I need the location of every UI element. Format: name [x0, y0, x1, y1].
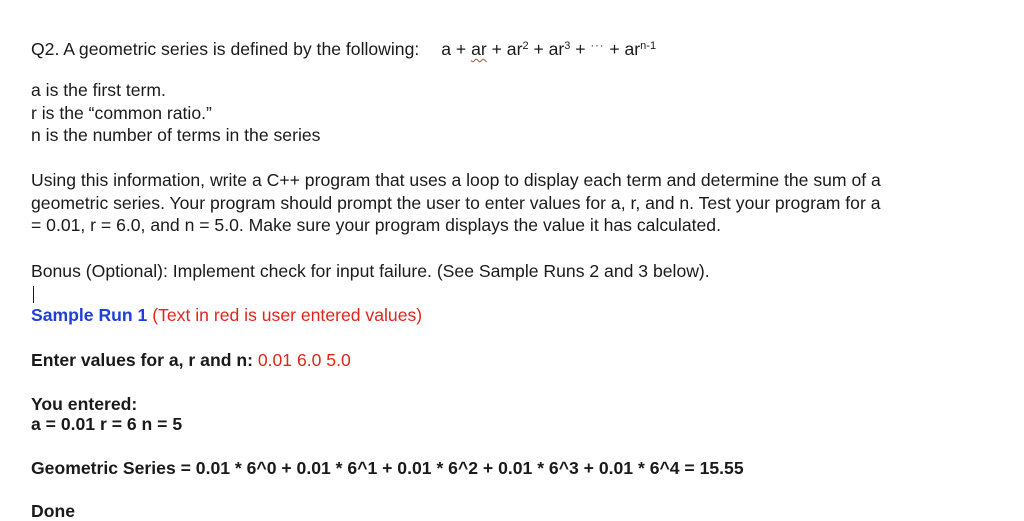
definition-r: r is the “common ratio.”: [31, 103, 212, 123]
formula-part: + ar: [486, 39, 523, 59]
formula-part: + ar: [528, 39, 565, 59]
instruction-line-1: Using this information, write a C++ program that uses a loop to display each term and determine the sum of a: [31, 170, 881, 190]
sample-run-heading: [31, 305, 422, 325]
instruction-line-3: = 0.01, r = 6.0, and n = 5.0. Make sure your program displays the value it has calculated.: [31, 215, 721, 235]
formula-part: a +: [441, 39, 472, 59]
user-input-values: 0.01 6.0 5.0: [257, 350, 351, 370]
done-text: Done: [31, 501, 75, 521]
formula-ellipsis: ···: [590, 40, 605, 52]
bonus-text: Bonus (Optional): Implement check for input failure. (See Sample Runs 2 and 3 below).: [31, 261, 710, 281]
formula-part: ar: [471, 39, 487, 59]
instruction-line-2: geometric series. Your program should prompt the user to enter values for a, r, and n. Test your program for a: [31, 193, 881, 213]
formula-exponent: n-1: [640, 40, 657, 52]
series-formula: [441, 39, 656, 59]
question-prefix: Q2. A geometric series is defined by the following:: [31, 39, 420, 59]
formula-part: + ar: [604, 39, 641, 59]
sample-run-note: (Text in red is user entered values): [147, 305, 423, 325]
prompt-line: [31, 350, 351, 370]
definition-a: a is the first term.: [31, 80, 166, 100]
formula-part: +: [570, 39, 591, 59]
question-heading: [31, 36, 656, 59]
series-output: Geometric Series = 0.01 * 6^0 + 0.01 * 6^1 + 0.01 * 6^2 + 0.01 * 6^3 + 0.01 * 6^4 = 15.55: [31, 458, 744, 478]
entered-values: a = 0.01 r = 6 n = 5: [31, 414, 183, 434]
you-entered-label: You entered:: [31, 394, 138, 414]
text-cursor: [33, 286, 34, 303]
formula-exponent: 3: [564, 40, 571, 52]
sample-run-title: Sample Run 1: [31, 305, 148, 325]
definition-n: n is the number of terms in the series: [31, 125, 321, 145]
formula-exponent: 2: [522, 40, 529, 52]
prompt-text: Enter values for a, r and n:: [31, 350, 258, 370]
